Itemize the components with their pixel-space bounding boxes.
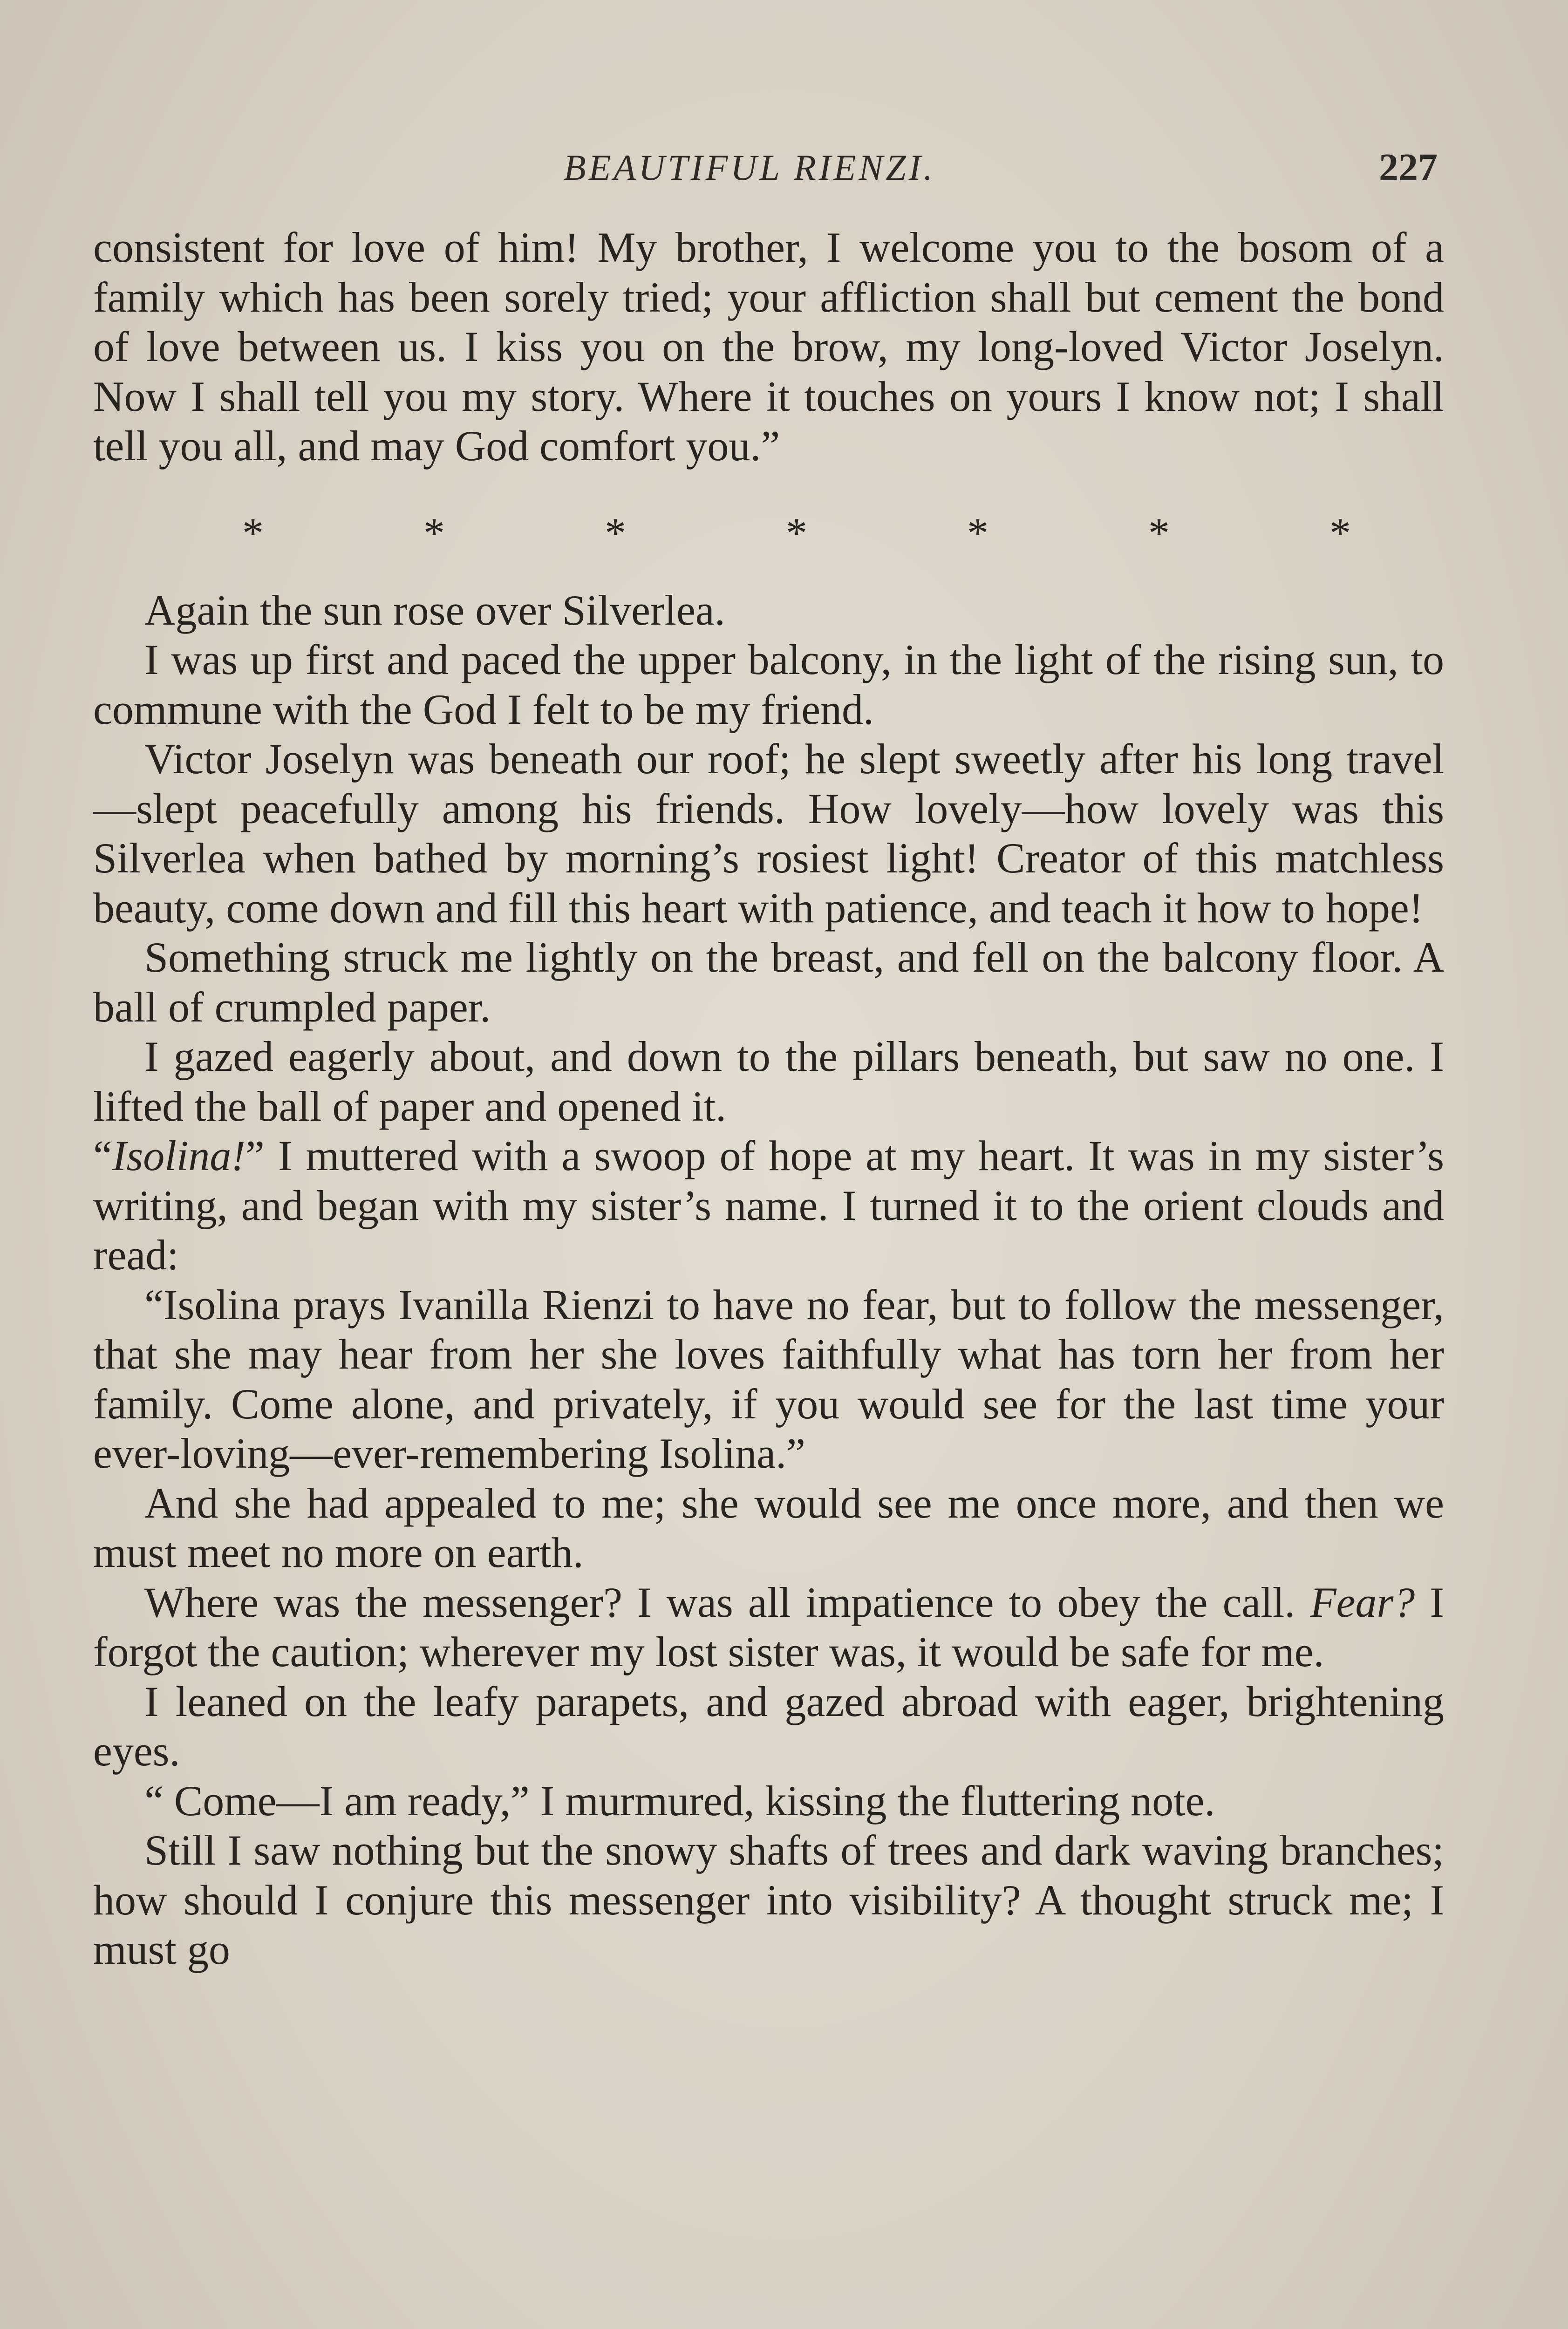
section-break-stars (93, 508, 1444, 558)
paragraph: “ Come—I am ready,” I murmured, kissing the fluttering note. (144, 1777, 1215, 1825)
fear-word: Fear? (1310, 1578, 1415, 1626)
paragraph: Again the sun rose over Silverlea. (144, 586, 725, 634)
running-title: BEAUTIFUL RIENZI. (564, 147, 936, 188)
star-mark: * (242, 509, 264, 557)
paragraph-text: Where was the messenger? I was all impatience to obey the call. (144, 1578, 1310, 1626)
star-mark: * (967, 509, 989, 557)
paragraph: I was up first and paced the upper balcony, in the light of the rising sun, to commune with the God I felt to be my friend. (93, 636, 1444, 733)
star-mark: * (605, 509, 626, 557)
running-head (0, 140, 1568, 196)
star-mark: * (1329, 509, 1351, 557)
paragraph: I leaned on the leafy parapets, and gazed abroad with eager, brightening eyes. (93, 1677, 1444, 1775)
paragraph-text: I forgot the caution; wherever my lost sister was, it would be safe for me. (93, 1578, 1444, 1675)
close-quote: ” (245, 1132, 265, 1179)
paragraph-continued: consistent for love of him! My brother, I welcome you to the bosom of a family which has been sorely tried; your affliction shall but cement the bond of love between us. I kiss you on the brow, my long-loved Victor Joselyn. Now I shall tell you my story. Where it touches on yours I know not; I shall tell you all, and may God comfort you.” (93, 224, 1444, 470)
star-mark: * (786, 509, 807, 557)
isolina-exclamation: Isolina! (112, 1132, 246, 1179)
paragraph: I gazed eagerly about, and down to the pillars beneath, but saw no one. I lifted the ball of paper and opened it. (93, 1033, 1444, 1130)
paragraph: And she had appealed to me; she would see me once more, and then we must meet no more on earth. (93, 1479, 1444, 1576)
paragraph-isolina (93, 1131, 1444, 1280)
star-mark: * (1148, 509, 1170, 557)
body-text (93, 223, 1444, 1975)
paragraph-text: I muttered with a swoop of hope at my heart. It was in my sister’s writing, and began with my sister’s name. I turned it to the orient clouds and read: (93, 1132, 1444, 1279)
star-mark: * (423, 509, 445, 557)
page-number: 227 (1379, 146, 1438, 189)
paragraph-letter: “Isolina prays Ivanilla Rienzi to have no fear, but to follow the messenger, that she may hear from her she loves faithfully what has torn her from her family. Come alone, and privately, if you would see for the last time your ever-loving—ever-remembering Isolina.” (93, 1280, 1444, 1477)
paragraph: Victor Joselyn was beneath our roof; he slept sweetly after his long travel—slept peacefully among his friends. How lovely—how lovely was this Silverlea when bathed by morning’s rosiest light! Creator of this matchless beauty, come down and fill this heart with patience, and teach it how to hope! (93, 735, 1444, 932)
paragraph-fear (93, 1578, 1444, 1677)
paragraph: Still I saw nothing but the snowy shafts of trees and dark waving branches; how should I conjure this messenger into visibility? A thought struck me; I must go (93, 1826, 1444, 1973)
paragraph: Something struck me lightly on the breast, and fell on the balcony floor. A ball of crumpled paper. (93, 933, 1444, 1031)
open-quote: “ (93, 1132, 112, 1179)
